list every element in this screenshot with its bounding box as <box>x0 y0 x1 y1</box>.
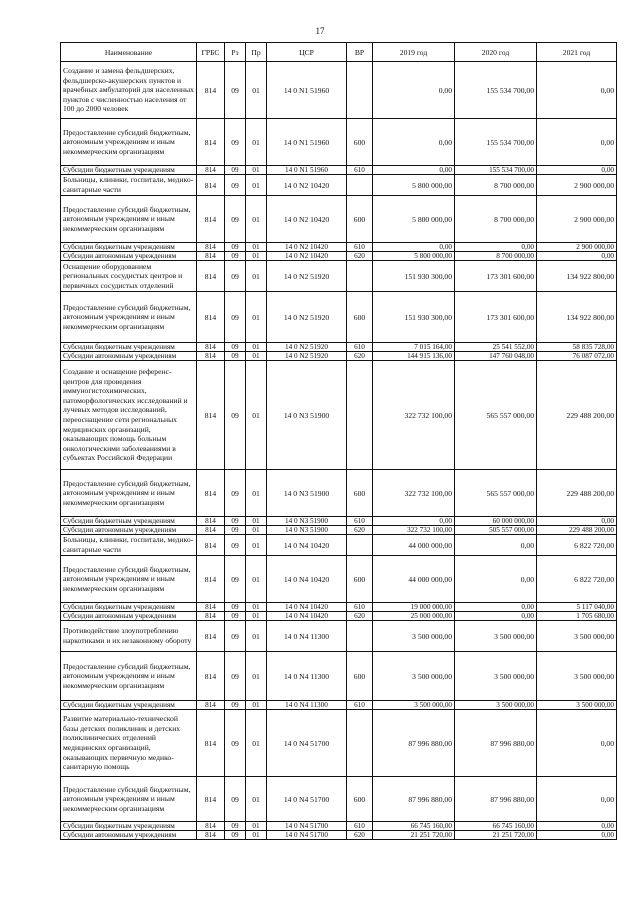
cell-pr: 01 <box>246 352 267 361</box>
cell-pr: 01 <box>246 62 267 119</box>
table-row <box>61 526 617 535</box>
table-row <box>61 822 617 831</box>
cell-2020: 8 700 000,00 <box>455 252 537 261</box>
table-row <box>61 119 617 166</box>
cell-2019: 0,00 <box>373 517 455 526</box>
cell-2021: 6 822 720,00 <box>537 556 617 603</box>
cell-2021: 0,00 <box>537 166 617 175</box>
table-row <box>61 701 617 710</box>
table-row <box>61 470 617 517</box>
cell-2019: 44 000 000,00 <box>373 535 455 556</box>
cell-2020: 8 700 000,00 <box>455 196 537 243</box>
table-row <box>61 652 617 701</box>
cell-2021: 0,00 <box>537 252 617 261</box>
cell-2019: 144 915 136,00 <box>373 352 455 361</box>
cell-rz: 09 <box>225 777 246 822</box>
cell-2020: 3 500 000,00 <box>455 621 537 652</box>
cell-name: Субсидии бюджетным учреждениям <box>61 517 197 526</box>
cell-2019: 21 251 720,00 <box>373 831 455 840</box>
cell-2021: 0,00 <box>537 831 617 840</box>
cell-2020: 565 557 000,00 <box>455 470 537 517</box>
cell-2021: 0,00 <box>537 822 617 831</box>
cell-grbs: 814 <box>197 343 225 352</box>
cell-grbs: 814 <box>197 252 225 261</box>
cell-rz: 09 <box>225 62 246 119</box>
cell-2021: 3 500 000,00 <box>537 621 617 652</box>
table-row <box>61 710 617 777</box>
cell-pr: 01 <box>246 701 267 710</box>
column-header-vr: ВР <box>347 43 373 62</box>
cell-2020: 66 745 160,00 <box>455 822 537 831</box>
cell-grbs: 814 <box>197 556 225 603</box>
table-header-row <box>61 43 617 62</box>
cell-rz: 09 <box>225 831 246 840</box>
cell-pr: 01 <box>246 243 267 252</box>
cell-csr: 14 0 N1 51960 <box>267 166 347 175</box>
cell-csr: 14 0 N4 10420 <box>267 612 347 621</box>
cell-name: Субсидии автономным учреждениям <box>61 252 197 261</box>
cell-grbs: 814 <box>197 243 225 252</box>
cell-rz: 09 <box>225 603 246 612</box>
cell-2020: 505 557 000,00 <box>455 526 537 535</box>
cell-csr: 14 0 N2 10420 <box>267 196 347 243</box>
cell-csr: 14 0 N2 10420 <box>267 252 347 261</box>
table-row <box>61 196 617 243</box>
cell-rz: 09 <box>225 352 246 361</box>
cell-name: Предоставление субсидий бюджетным, автономным учреждениям и иным некоммерческим организациям <box>61 196 197 243</box>
cell-2021: 2 900 000,00 <box>537 243 617 252</box>
cell-grbs: 814 <box>197 621 225 652</box>
cell-vr: 600 <box>347 470 373 517</box>
cell-vr <box>347 175 373 196</box>
page-number: 17 <box>315 26 325 36</box>
cell-name: Создание и оснащение референс-центров для проведения иммуногистохимических, патоморфологических исследований и лучевых методов исследований, переоснащение сети региональных медицинских организаций, оказывающих помощь больным онкологическими заболеваниями в субъектах Российской Федерации <box>61 361 197 470</box>
cell-2021: 3 500 000,00 <box>537 652 617 701</box>
cell-vr: 610 <box>347 243 373 252</box>
cell-rz: 09 <box>225 526 246 535</box>
cell-pr: 01 <box>246 119 267 166</box>
cell-rz: 09 <box>225 470 246 517</box>
cell-name: Больницы, клиники, госпитали, медико-санитарные части <box>61 175 197 196</box>
cell-2019: 322 732 100,00 <box>373 470 455 517</box>
table-row <box>61 261 617 292</box>
cell-2021: 6 822 720,00 <box>537 535 617 556</box>
cell-pr: 01 <box>246 526 267 535</box>
cell-name: Предоставление субсидий бюджетным, автономным учреждениям и иным некоммерческим организациям <box>61 777 197 822</box>
cell-grbs: 814 <box>197 166 225 175</box>
cell-2019: 5 800 000,00 <box>373 252 455 261</box>
cell-2020: 3 500 000,00 <box>455 701 537 710</box>
cell-csr: 14 0 N3 51900 <box>267 470 347 517</box>
cell-grbs: 814 <box>197 701 225 710</box>
cell-pr: 01 <box>246 252 267 261</box>
cell-2019: 151 930 300,00 <box>373 261 455 292</box>
cell-vr: 600 <box>347 777 373 822</box>
table-row <box>61 831 617 840</box>
cell-pr: 01 <box>246 621 267 652</box>
cell-rz: 09 <box>225 535 246 556</box>
cell-rz: 09 <box>225 175 246 196</box>
cell-pr: 01 <box>246 556 267 603</box>
cell-csr: 14 0 N1 51960 <box>267 62 347 119</box>
cell-2019: 151 930 300,00 <box>373 292 455 343</box>
cell-grbs: 814 <box>197 292 225 343</box>
cell-csr: 14 0 N4 10420 <box>267 603 347 612</box>
cell-csr: 14 0 N2 51920 <box>267 261 347 292</box>
cell-2020: 155 534 700,00 <box>455 119 537 166</box>
column-header-2020: 2020 год <box>455 43 537 62</box>
cell-csr: 14 0 N4 51700 <box>267 831 347 840</box>
cell-csr: 14 0 N4 51700 <box>267 822 347 831</box>
cell-2021: 76 087 072,00 <box>537 352 617 361</box>
table-row <box>61 252 617 261</box>
cell-2021: 2 900 000,00 <box>537 175 617 196</box>
cell-csr: 14 0 N4 11300 <box>267 701 347 710</box>
cell-2019: 0,00 <box>373 119 455 166</box>
cell-rz: 09 <box>225 252 246 261</box>
cell-2021: 0,00 <box>537 62 617 119</box>
table-row <box>61 517 617 526</box>
cell-2020: 155 534 700,00 <box>455 166 537 175</box>
cell-csr: 14 0 N2 51920 <box>267 292 347 343</box>
cell-vr: 610 <box>347 822 373 831</box>
cell-2020: 21 251 720,00 <box>455 831 537 840</box>
cell-2019: 0,00 <box>373 166 455 175</box>
table-row <box>61 361 617 470</box>
cell-vr: 610 <box>347 603 373 612</box>
cell-grbs: 814 <box>197 710 225 777</box>
cell-vr <box>347 621 373 652</box>
cell-vr <box>347 62 373 119</box>
column-header-2021: 2021 год <box>537 43 617 62</box>
cell-name: Противодействие злоупотреблению наркотиками и их незаконному обороту <box>61 621 197 652</box>
cell-pr: 01 <box>246 822 267 831</box>
cell-vr: 600 <box>347 556 373 603</box>
cell-name: Предоставление субсидий бюджетным, автономным учреждениям и иным некоммерческим организациям <box>61 470 197 517</box>
cell-2020: 0,00 <box>455 603 537 612</box>
cell-rz: 09 <box>225 621 246 652</box>
cell-2021: 0,00 <box>537 119 617 166</box>
cell-csr: 14 0 N4 51700 <box>267 777 347 822</box>
cell-vr: 600 <box>347 652 373 701</box>
cell-2019: 87 996 880,00 <box>373 777 455 822</box>
cell-grbs: 814 <box>197 831 225 840</box>
cell-name: Предоставление субсидий бюджетным, автономным учреждениям и иным некоммерческим организациям <box>61 652 197 701</box>
cell-vr: 610 <box>347 166 373 175</box>
cell-csr: 14 0 N4 10420 <box>267 556 347 603</box>
cell-vr: 610 <box>347 701 373 710</box>
cell-grbs: 814 <box>197 361 225 470</box>
cell-2020: 173 301 600,00 <box>455 292 537 343</box>
cell-rz: 09 <box>225 652 246 701</box>
cell-name: Больницы, клиники, госпитали, медико-санитарные части <box>61 535 197 556</box>
cell-pr: 01 <box>246 361 267 470</box>
table-row <box>61 621 617 652</box>
cell-2019: 87 996 880,00 <box>373 710 455 777</box>
cell-rz: 09 <box>225 556 246 603</box>
cell-name: Оснащение оборудованием региональных сосудистых центров и первичных сосудистых отделений <box>61 261 197 292</box>
table-row <box>61 535 617 556</box>
cell-rz: 09 <box>225 361 246 470</box>
cell-name: Субсидии автономным учреждениям <box>61 526 197 535</box>
column-header-rz: Рз <box>225 43 246 62</box>
cell-name: Предоставление субсидий бюджетным, автономным учреждениям и иным некоммерческим организациям <box>61 119 197 166</box>
cell-csr: 14 0 N4 10420 <box>267 535 347 556</box>
table-row <box>61 175 617 196</box>
column-header-2019: 2019 год <box>373 43 455 62</box>
cell-rz: 09 <box>225 243 246 252</box>
column-header-csr: ЦСР <box>267 43 347 62</box>
cell-vr <box>347 261 373 292</box>
cell-rz: 09 <box>225 701 246 710</box>
cell-grbs: 814 <box>197 822 225 831</box>
cell-2019: 5 800 000,00 <box>373 196 455 243</box>
cell-pr: 01 <box>246 777 267 822</box>
cell-2021: 0,00 <box>537 710 617 777</box>
cell-grbs: 814 <box>197 652 225 701</box>
cell-2019: 3 500 000,00 <box>373 652 455 701</box>
cell-csr: 14 0 N4 11300 <box>267 621 347 652</box>
cell-vr <box>347 535 373 556</box>
cell-2019: 3 500 000,00 <box>373 701 455 710</box>
cell-2019: 0,00 <box>373 243 455 252</box>
cell-csr: 14 0 N4 51700 <box>267 710 347 777</box>
cell-rz: 09 <box>225 196 246 243</box>
cell-2021: 134 922 800,00 <box>537 261 617 292</box>
cell-2020: 173 301 600,00 <box>455 261 537 292</box>
cell-2020: 0,00 <box>455 556 537 603</box>
cell-grbs: 814 <box>197 62 225 119</box>
cell-2019: 322 732 100,00 <box>373 361 455 470</box>
cell-2020: 60 000 000,00 <box>455 517 537 526</box>
table-row <box>61 292 617 343</box>
cell-2020: 8 700 000,00 <box>455 175 537 196</box>
cell-2021: 3 500 000,00 <box>537 701 617 710</box>
table-row <box>61 62 617 119</box>
cell-name: Субсидии бюджетным учреждениям <box>61 343 197 352</box>
cell-2021: 0,00 <box>537 777 617 822</box>
cell-csr: 14 0 N2 10420 <box>267 243 347 252</box>
cell-2019: 19 000 000,00 <box>373 603 455 612</box>
cell-name: Субсидии бюджетным учреждениям <box>61 603 197 612</box>
cell-vr: 620 <box>347 252 373 261</box>
cell-grbs: 814 <box>197 777 225 822</box>
column-header-grbs: ГРБС <box>197 43 225 62</box>
cell-pr: 01 <box>246 196 267 243</box>
cell-2021: 1 705 680,00 <box>537 612 617 621</box>
cell-vr: 600 <box>347 196 373 243</box>
cell-pr: 01 <box>246 166 267 175</box>
cell-pr: 01 <box>246 535 267 556</box>
cell-vr: 600 <box>347 119 373 166</box>
cell-csr: 14 0 N2 51920 <box>267 343 347 352</box>
cell-2020: 0,00 <box>455 243 537 252</box>
cell-csr: 14 0 N3 51900 <box>267 361 347 470</box>
cell-rz: 09 <box>225 710 246 777</box>
cell-rz: 09 <box>225 517 246 526</box>
cell-2019: 7 015 164,00 <box>373 343 455 352</box>
table-row <box>61 556 617 603</box>
cell-name: Предоставление субсидий бюджетным, автономным учреждениям и иным некоммерческим организациям <box>61 292 197 343</box>
cell-csr: 14 0 N2 10420 <box>267 175 347 196</box>
cell-name: Субсидии бюджетным учреждениям <box>61 822 197 831</box>
cell-2020: 87 996 880,00 <box>455 777 537 822</box>
cell-2019: 66 745 160,00 <box>373 822 455 831</box>
cell-name: Предоставление субсидий бюджетным, автономным учреждениям и иным некоммерческим организациям <box>61 556 197 603</box>
cell-name: Субсидии бюджетным учреждениям <box>61 243 197 252</box>
cell-pr: 01 <box>246 831 267 840</box>
cell-pr: 01 <box>246 652 267 701</box>
cell-pr: 01 <box>246 710 267 777</box>
cell-csr: 14 0 N4 11300 <box>267 652 347 701</box>
cell-2021: 229 488 200,00 <box>537 526 617 535</box>
cell-pr: 01 <box>246 292 267 343</box>
cell-2020: 0,00 <box>455 612 537 621</box>
cell-vr: 610 <box>347 343 373 352</box>
cell-vr: 620 <box>347 831 373 840</box>
cell-2021: 58 835 728,00 <box>537 343 617 352</box>
cell-rz: 09 <box>225 612 246 621</box>
cell-vr <box>347 361 373 470</box>
table-row <box>61 603 617 612</box>
cell-2020: 155 534 700,00 <box>455 62 537 119</box>
cell-csr: 14 0 N3 51900 <box>267 517 347 526</box>
cell-grbs: 814 <box>197 517 225 526</box>
cell-2019: 5 800 000,00 <box>373 175 455 196</box>
cell-2021: 0,00 <box>537 517 617 526</box>
cell-csr: 14 0 N2 51920 <box>267 352 347 361</box>
cell-grbs: 814 <box>197 261 225 292</box>
cell-2021: 229 488 200,00 <box>537 470 617 517</box>
cell-name: Субсидии бюджетным учреждениям <box>61 701 197 710</box>
cell-grbs: 814 <box>197 603 225 612</box>
cell-name: Субсидии бюджетным учреждениям <box>61 166 197 175</box>
cell-2020: 565 557 000,00 <box>455 361 537 470</box>
cell-grbs: 814 <box>197 175 225 196</box>
cell-pr: 01 <box>246 175 267 196</box>
cell-rz: 09 <box>225 261 246 292</box>
cell-grbs: 814 <box>197 196 225 243</box>
column-header-name: Наименование <box>61 43 197 62</box>
cell-pr: 01 <box>246 603 267 612</box>
cell-pr: 01 <box>246 517 267 526</box>
table-row <box>61 243 617 252</box>
cell-2021: 229 488 200,00 <box>537 361 617 470</box>
cell-csr: 14 0 N3 51900 <box>267 526 347 535</box>
column-header-pr: Пр <box>246 43 267 62</box>
table-row <box>61 352 617 361</box>
cell-2020: 25 541 552,00 <box>455 343 537 352</box>
table-row <box>61 343 617 352</box>
cell-2020: 3 500 000,00 <box>455 652 537 701</box>
cell-pr: 01 <box>246 612 267 621</box>
cell-rz: 09 <box>225 822 246 831</box>
cell-name: Субсидии автономным учреждениям <box>61 352 197 361</box>
cell-2019: 3 500 000,00 <box>373 621 455 652</box>
cell-grbs: 814 <box>197 470 225 517</box>
cell-2019: 322 732 100,00 <box>373 526 455 535</box>
cell-rz: 09 <box>225 292 246 343</box>
cell-2020: 147 760 048,00 <box>455 352 537 361</box>
cell-vr: 620 <box>347 352 373 361</box>
cell-2019: 25 000 000,00 <box>373 612 455 621</box>
cell-2020: 0,00 <box>455 535 537 556</box>
cell-rz: 09 <box>225 119 246 166</box>
cell-2019: 44 000 000,00 <box>373 556 455 603</box>
cell-2020: 87 996 880,00 <box>455 710 537 777</box>
cell-rz: 09 <box>225 166 246 175</box>
cell-pr: 01 <box>246 261 267 292</box>
table-row <box>61 777 617 822</box>
cell-2021: 2 900 000,00 <box>537 196 617 243</box>
table-row <box>61 612 617 621</box>
cell-2021: 5 117 040,00 <box>537 603 617 612</box>
cell-name: Субсидии автономным учреждениям <box>61 612 197 621</box>
cell-pr: 01 <box>246 343 267 352</box>
cell-vr: 600 <box>347 292 373 343</box>
cell-2021: 134 922 800,00 <box>537 292 617 343</box>
cell-csr: 14 0 N1 51960 <box>267 119 347 166</box>
cell-grbs: 814 <box>197 535 225 556</box>
cell-name: Субсидии автономным учреждениям <box>61 831 197 840</box>
budget-table <box>60 42 617 840</box>
cell-grbs: 814 <box>197 352 225 361</box>
cell-vr: 620 <box>347 612 373 621</box>
cell-pr: 01 <box>246 470 267 517</box>
cell-2019: 0,00 <box>373 62 455 119</box>
cell-vr <box>347 710 373 777</box>
cell-grbs: 814 <box>197 119 225 166</box>
cell-vr: 620 <box>347 526 373 535</box>
cell-grbs: 814 <box>197 612 225 621</box>
table-row <box>61 166 617 175</box>
cell-name: Развитие материально-технической базы детских поликлиник и детских поликлинических отделений медицинских организаций, оказывающих первичную медико-санитарную помощь <box>61 710 197 777</box>
cell-rz: 09 <box>225 343 246 352</box>
cell-name: Создание и замена фельдшерских, фельдшерско-акушерских пунктов и врачебных амбулаторий для населенных пунктов с численностью населения от 100 до 2000 человек <box>61 62 197 119</box>
cell-grbs: 814 <box>197 526 225 535</box>
cell-vr: 610 <box>347 517 373 526</box>
table-body <box>61 62 617 840</box>
